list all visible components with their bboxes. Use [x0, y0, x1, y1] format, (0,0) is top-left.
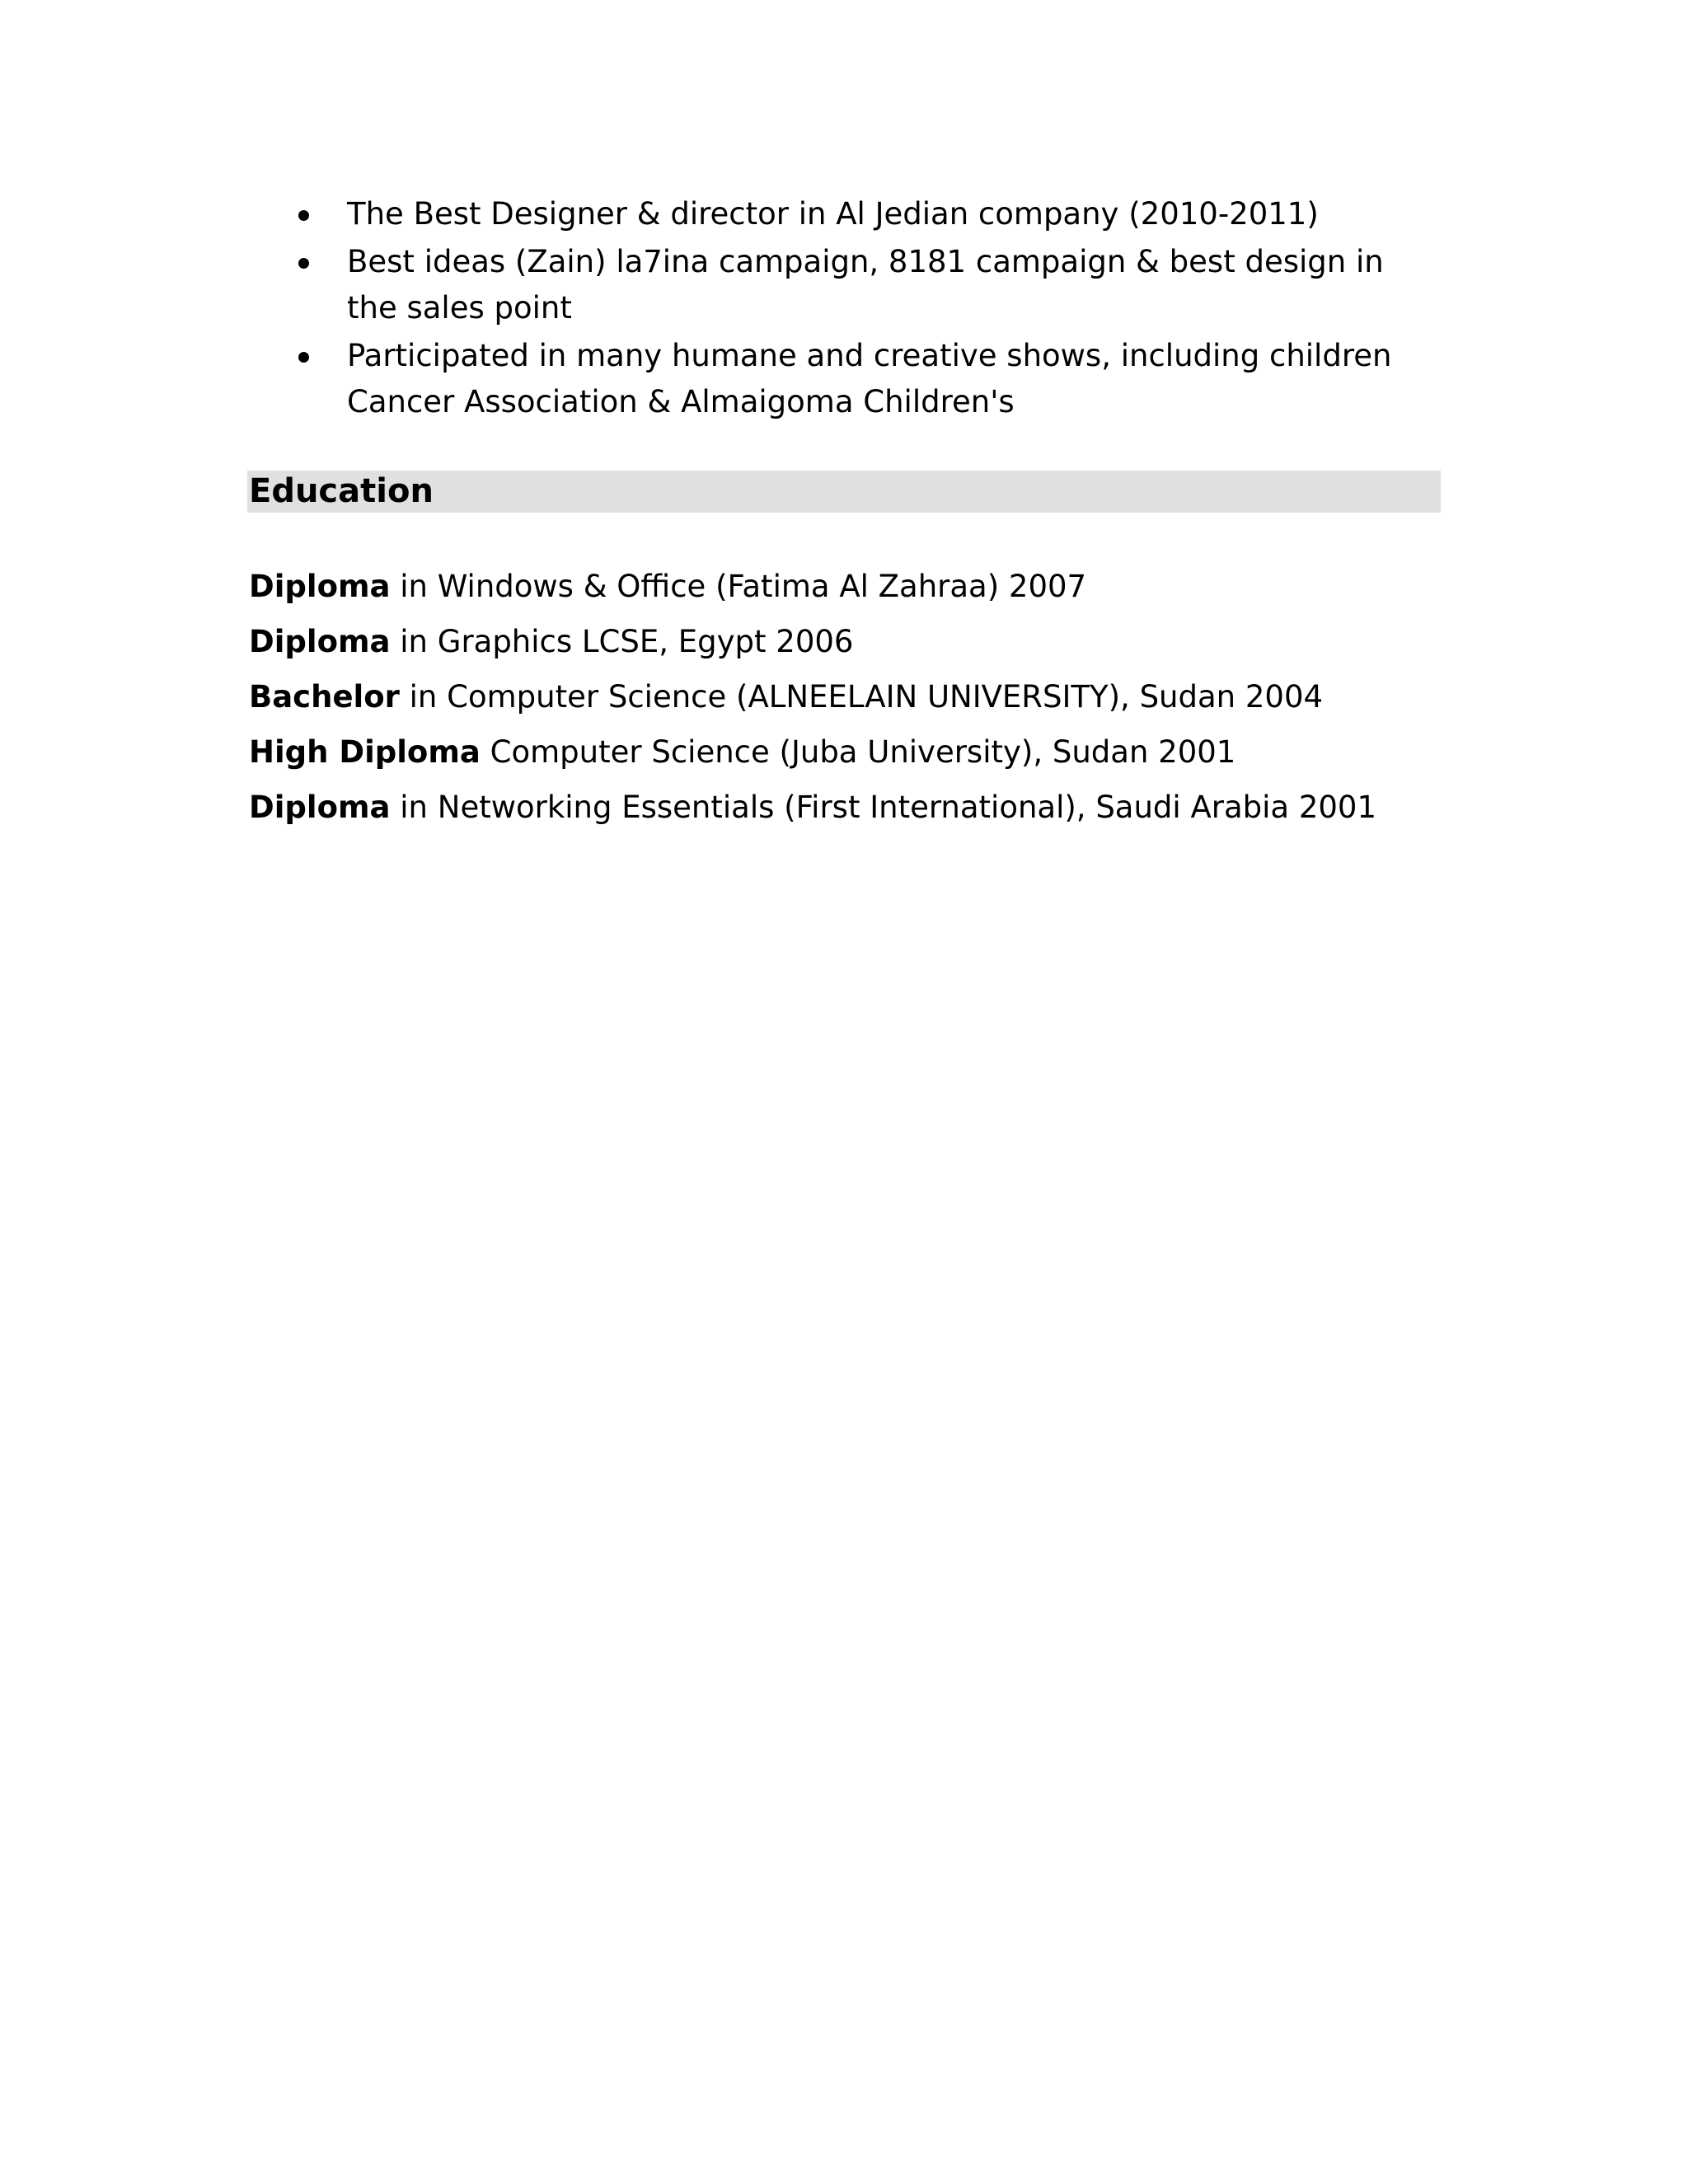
education-item	[249, 669, 1485, 724]
bullet-icon	[298, 352, 309, 363]
education-detail: in Graphics LCSE, Egypt 2006	[390, 624, 854, 659]
education-item	[249, 559, 1485, 614]
education-degree: Diploma	[249, 569, 391, 604]
achievements-list	[247, 191, 1442, 427]
bullet-icon	[298, 210, 309, 221]
education-detail: Computer Science (Juba University), Sudan 2001	[480, 734, 1236, 770]
education-degree: High Diploma	[249, 734, 481, 770]
achievement-item	[247, 191, 1442, 237]
education-detail: in Computer Science (ALNEELAIN UNIVERSITY), Sudan 2004	[399, 679, 1324, 715]
education-item	[249, 724, 1485, 780]
achievement-item	[247, 333, 1442, 425]
education-degree: Diploma	[249, 790, 391, 825]
achievement-item	[247, 239, 1442, 331]
education-detail: in Windows & Office (Fatima Al Zahraa) 2007	[390, 569, 1087, 604]
education-degree: Diploma	[249, 624, 391, 659]
education-detail: in Networking Essentials (First International), Saudi Arabia 2001	[390, 790, 1377, 825]
achievement-text: The Best Designer & director in Al Jedian company (2010-2011)	[347, 196, 1319, 232]
education-list	[249, 559, 1485, 835]
education-degree: Bachelor	[249, 679, 400, 715]
education-item	[249, 780, 1485, 835]
education-section-header	[247, 471, 1441, 513]
education-heading: Education	[249, 472, 434, 510]
education-item	[249, 614, 1485, 669]
bullet-icon	[298, 258, 309, 269]
achievement-text: Best ideas (Zain) la7ina campaign, 8181 campaign & best design in the sales point	[347, 244, 1384, 326]
achievement-text: Participated in many humane and creative shows, including children Cancer Association & Almaigoma Children's	[347, 338, 1392, 419]
